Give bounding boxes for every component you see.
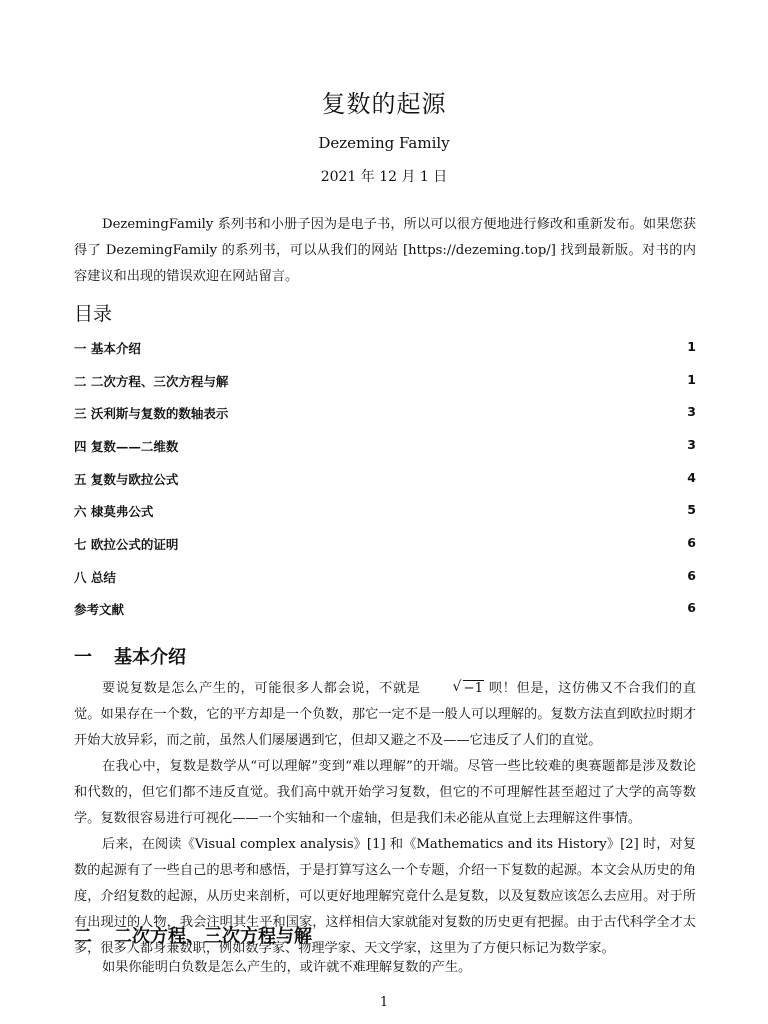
paragraph-text: 要说复数是怎么产生的，可能很多人都会说，不就是 [102,681,426,696]
sqrt-formula [426,676,484,702]
section-2-heading [74,922,312,948]
toc-entry-label: 三 沃利斯与复数的数轴表示 [74,406,229,421]
page-number: 1 [379,995,389,1010]
document-title: 复数的起源 [321,90,447,118]
section-title: 基本介绍 [114,647,186,668]
toc-entry-label: 参考文献 [74,602,125,617]
paragraph: 在我心中，复数是数学从“可以理解”变到“难以理解”的开端。尽管一些比较难的奥赛题都是涉及数论和代数的，但它们都不违反直觉。我们高中就开始学习复数，但它的不可理解性甚至超过了大学的高等数学。复数很容易进行可视化——一个实轴和一个虚轴，但是我们未必能从直觉上去理解这件事情。 [74,759,696,826]
toc-entry-label: 六 棣莫弗公式 [74,504,154,519]
toc-entry-label: 一 基本介绍 [74,341,141,356]
intro-paragraph: DezemingFamily 系列书和小册子因为是电子书，所以可以很方便地进行修改和重新发布。如果您获得了 DezemingFamily 的系列书，可以从我们的网站 [https://dezeming.top/] 找到最新版。对书的内容建议和出现的错误欢迎在网站留言。 [74,217,696,284]
toc-heading: 目录 [74,303,113,325]
section-number: 二 [74,926,92,947]
toc-entry-label: 五 复数与欧拉公式 [74,472,179,487]
toc-entry[interactable] [74,372,696,392]
toc-entry-label: 七 欧拉公式的证明 [74,537,179,552]
section-1-body [74,676,696,962]
document-author: Dezeming Family [318,134,450,152]
paragraph: 如果你能明白负数是怎么产生的，或许就不难理解复数的产生。 [102,960,472,975]
toc-entry[interactable] [74,437,696,457]
toc-entry-page: 3 [687,404,696,419]
paragraph [74,676,696,754]
toc-entry-page: 5 [687,502,696,517]
toc-entry-page: 6 [687,568,696,583]
toc-entry-label: 二 二次方程、三次方程与解 [74,374,229,389]
toc-entry-page: 1 [687,339,696,354]
toc-entry-label: 四 复数——二维数 [74,439,179,454]
paragraph-text: 呗！但是，这仿佛又不合我们的直觉。如果存在一个数，它的平方却是一个负数，那它一定不是一般人可以理解的。复数方法直到欧拉时期才开始大放异彩，而之前，虽然人们屡屡遇到它，但却又避之不及——它违反了人们的直觉。 [74,681,696,748]
toc-entry-page: 4 [687,470,696,485]
toc-entry[interactable] [74,568,696,588]
section-2-body [74,955,696,981]
toc-entry-page: 1 [687,372,696,387]
toc-entry[interactable] [74,470,696,490]
toc-entry[interactable] [74,600,696,620]
section-1-heading [74,643,186,669]
toc-entry-page: 6 [687,600,696,615]
sqrt-radicand: −1 [463,681,483,696]
document-date: 2021 年 12 月 1 日 [320,169,448,185]
section-number: 一 [74,647,92,668]
toc-entry-page: 3 [687,437,696,452]
toc-entry-page: 6 [687,535,696,550]
toc-entry[interactable] [74,339,696,359]
section-title: 二次方程、三次方程与解 [114,926,312,947]
toc-entry[interactable] [74,535,696,555]
toc-entry[interactable] [74,404,696,424]
toc-entry[interactable] [74,502,696,522]
paragraph: 后来，在阅读《Visual complex analysis》[1] 和《Mathematics and its History》[2] 时，对复数的起源有了一些自己的思考和感悟，于是打算写这么一个专题，介绍一下复数的起源。本文会从历史的角度，介绍复数的起源，从历史来剖析，可以更好地理解究竟什么是复数，以及复数应该怎么去应用。对于所有出现过的人物，我会注明其生平和国家，这样相信大家就能对复数的历史更有把握。由于古代科学全才太多，很多人都身兼数职，例如数学家、物理学家、天文学家，这里为了方便只标记为数学家。 [74,837,696,956]
toc-entry-label: 八 总结 [74,570,116,585]
